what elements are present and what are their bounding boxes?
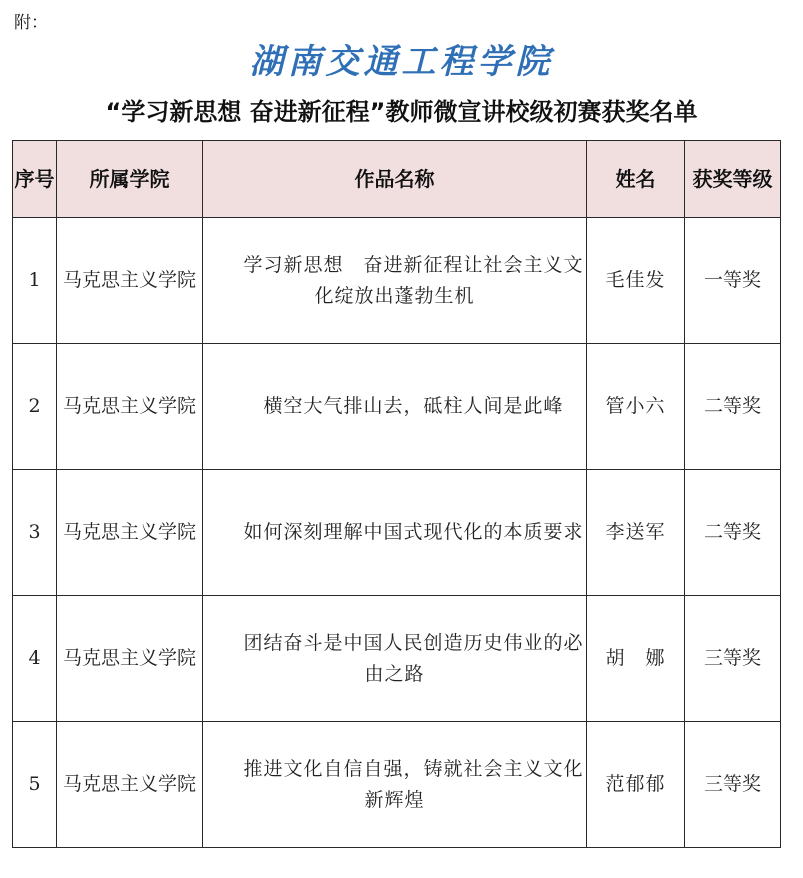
row-number: 1 (13, 218, 57, 344)
row-name: 范郁郁 (587, 722, 685, 848)
row-award: 二等奖 (685, 344, 781, 470)
table-row (13, 596, 781, 722)
row-college: 马克思主义学院 (57, 722, 203, 848)
document-title: “学习新思想 奋进新征程”教师微宣讲校级初赛获奖名单 (105, 98, 698, 126)
row-work-title: 推进文化自信自强，铸就社会主义文化新辉煌 (203, 722, 587, 848)
appendix-label: 附： (14, 13, 48, 33)
row-award: 三等奖 (685, 722, 781, 848)
row-number: 4 (13, 596, 57, 722)
row-name: 管小六 (587, 344, 685, 470)
row-number: 2 (13, 344, 57, 470)
header-award: 获奖等级 (685, 141, 781, 218)
table-row (13, 722, 781, 848)
table-row (13, 218, 781, 344)
header-work: 作品名称 (203, 141, 587, 218)
row-college: 马克思主义学院 (57, 470, 203, 596)
row-name: 李送军 (587, 470, 685, 596)
row-work-title: 团结奋斗是中国人民创造历史伟业的必由之路 (203, 596, 587, 722)
header-college: 所属学院 (57, 141, 203, 218)
row-college: 马克思主义学院 (57, 218, 203, 344)
row-number: 3 (13, 470, 57, 596)
table-row (13, 470, 781, 596)
row-name: 胡 娜 (587, 596, 685, 722)
row-college: 马克思主义学院 (57, 344, 203, 470)
row-work-title: 学习新思想 奋进新征程让社会主义文化绽放出蓬勃生机 (203, 218, 587, 344)
row-work-title: 横空大气排山去，砥柱人间是此峰 (203, 344, 587, 470)
table-header-row (13, 141, 781, 218)
row-number: 5 (13, 722, 57, 848)
award-table (12, 140, 781, 848)
table-row (13, 344, 781, 470)
row-name: 毛佳发 (587, 218, 685, 344)
school-name: 湖南交通工程学院 (249, 42, 554, 82)
row-college: 马克思主义学院 (57, 596, 203, 722)
row-work-title: 如何深刻理解中国式现代化的本质要求 (203, 470, 587, 596)
header-number: 序号 (13, 141, 57, 218)
row-award: 三等奖 (685, 596, 781, 722)
header-name: 姓名 (587, 141, 685, 218)
row-award: 二等奖 (685, 470, 781, 596)
row-award: 一等奖 (685, 218, 781, 344)
